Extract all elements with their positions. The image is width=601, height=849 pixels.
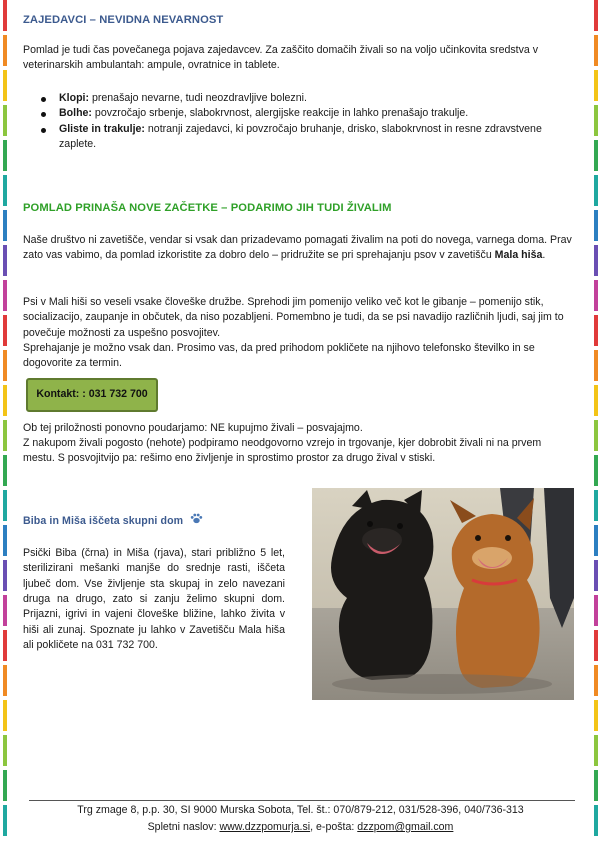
- stripe-segment: [3, 70, 7, 101]
- stripe-segment: [3, 525, 7, 556]
- stripe-segment: [3, 665, 7, 696]
- list-item: Bolhe: povzročajo srbenje, slabokrvnost, alergijske reakcije in lahko prenašajo trakulje.: [31, 106, 571, 121]
- parasite-list: [31, 91, 571, 152]
- footer-contact-line: Spletni naslov: www.dzzpomurja.si, e-pošta: dzzpom@gmail.com: [147, 821, 454, 833]
- stripe-segment: [594, 420, 598, 451]
- parasites-intro: Pomlad je tudi čas povečanega pojava zajedavcev. Za zaščito domačih živali so na voljo učinkovita sredstva v veterinarskih ambulantah: ampule, ovratnice in tablete.: [23, 44, 539, 72]
- spring-paragraph-5: Z nakupom živali pogosto (nehote) podpiramo neodgovorno vzrejo in trgovanje, kjer dobrobit živali ni na prvem mestu. S posvojitvijo pa: rešimo eno življenje in sprostimo prostor za drugo žival v stiski.: [23, 437, 542, 465]
- list-item: Klopi: prenašajo nevarne, tudi neozdravljive bolezni.: [31, 91, 571, 106]
- stripe-segment: [594, 385, 598, 416]
- stripe-segment: [3, 350, 7, 381]
- website-link[interactable]: www.dzzpomurja.si: [219, 821, 311, 833]
- stripe-segment: [594, 525, 598, 556]
- stripe-segment: [594, 700, 598, 731]
- stripe-segment: [594, 70, 598, 101]
- stripe-segment: [594, 0, 598, 31]
- stripe-segment: [3, 140, 7, 171]
- stripe-segment: [3, 105, 7, 136]
- stripe-segment: [594, 245, 598, 276]
- footer-address: Trg zmage 8, p.p. 30, SI 9000 Murska Sobota, Tel. št.: 070/879-212, 031/528-396, 040/736-313: [77, 804, 524, 816]
- spring-paragraph-4: Ob tej priložnosti ponovno poudarjamo: NE kupujmo živali – posvajajmo.: [23, 422, 363, 434]
- stripe-segment: [3, 245, 7, 276]
- stripe-segment: [594, 665, 598, 696]
- dogs-photo: [312, 488, 574, 700]
- stripe-segment: [594, 315, 598, 346]
- spring-paragraph-3: Sprehajanje je možno vsak dan. Prosimo vas, da pred prihodom pokličete na njihovo telefonsko številko in se dogovorite za termin.: [23, 342, 535, 370]
- stripe-segment: [3, 210, 7, 241]
- stripe-segment: [594, 595, 598, 626]
- stripe-segment: [3, 455, 7, 486]
- stripe-segment: [3, 175, 7, 206]
- stripe-segment: [594, 140, 598, 171]
- stripe-segment: [3, 735, 7, 766]
- stripe-segment: [3, 420, 7, 451]
- stripe-segment: [3, 315, 7, 346]
- stripe-segment: [594, 280, 598, 311]
- spring-paragraph-2: Psi v Mali hiši so veseli vsake človeške družbe. Sprehodi jim pomenijo veliko več kot le gibanje – pomenijo stik, socializacijo, zaupanje in občutek, da niso pozabljeni. Pomembno je tudi, da se psi navadijo različnih ljudi, saj jim to povečuje možnosti za uspešno posvojitev.: [23, 296, 564, 339]
- list-item: Gliste in trakulje: notranji zajedavci, ki povzročajo bruhanje, drisko, slabokrvnost in resne zdravstvene zaplete.: [31, 122, 571, 153]
- spring-paragraph-1: Naše društvo ni zavetišče, vendar si vsak dan prizadevamo pomagati živalim na poti do novega, varnega doma. Prav zato vas vabimo, da pomlad izkoristite za dobro delo – pridružite se pri sprehajanju psov v zavetišču Mala hiša.: [23, 234, 572, 262]
- stripe-segment: [3, 700, 7, 731]
- footer-divider: [29, 800, 575, 801]
- stripe-segment: [3, 280, 7, 311]
- stripe-segment: [3, 490, 7, 521]
- contact-box: Kontakt: : 031 732 700: [26, 378, 158, 412]
- section-title-parasites: ZAJEDAVCI – NEVIDNA NEVARNOST: [23, 14, 224, 26]
- stripe-segment: [594, 770, 598, 801]
- stripe-segment: [594, 455, 598, 486]
- stripe-segment: [594, 175, 598, 206]
- stripe-segment: [594, 105, 598, 136]
- right-color-stripe: [594, 0, 598, 849]
- paw-icon: [190, 513, 203, 529]
- adoption-description: Psički Biba (črna) in Miša (rjava), stari približno 5 let, sterilizirani mešanki manjše do srednje rasti, iščeta ljubeč dom. Vse življenje sta skupaj in zelo navezani druga na drugo, zato si zanju želimo skupni dom. Prijazni, igrivi in vajeni človeške bližine, lahko živita v hiši ali zunaj. Spoznate ju lahko v Zavetišču Mala hiša ali pokličete na 031 732 700.: [23, 547, 285, 652]
- stripe-segment: [3, 595, 7, 626]
- stripe-segment: [3, 560, 7, 591]
- stripe-segment: [3, 770, 7, 801]
- stripe-segment: [3, 385, 7, 416]
- stripe-segment: [594, 35, 598, 66]
- stripe-segment: [594, 490, 598, 521]
- stripe-segment: [594, 630, 598, 661]
- stripe-segment: [594, 210, 598, 241]
- stripe-segment: [3, 630, 7, 661]
- section-title-spring: POMLAD PRINAŠA NOVE ZAČETKE – PODARIMO JIH TUDI ŽIVALIM: [23, 202, 392, 214]
- left-color-stripe: [3, 0, 7, 849]
- stripe-segment: [3, 0, 7, 31]
- stripe-segment: [594, 735, 598, 766]
- email-link[interactable]: dzzpom@gmail.com: [357, 821, 454, 833]
- stripe-segment: [594, 560, 598, 591]
- adoption-title: Biba in Miša iščeta skupni dom: [23, 513, 203, 529]
- stripe-segment: [594, 350, 598, 381]
- stripe-segment: [3, 35, 7, 66]
